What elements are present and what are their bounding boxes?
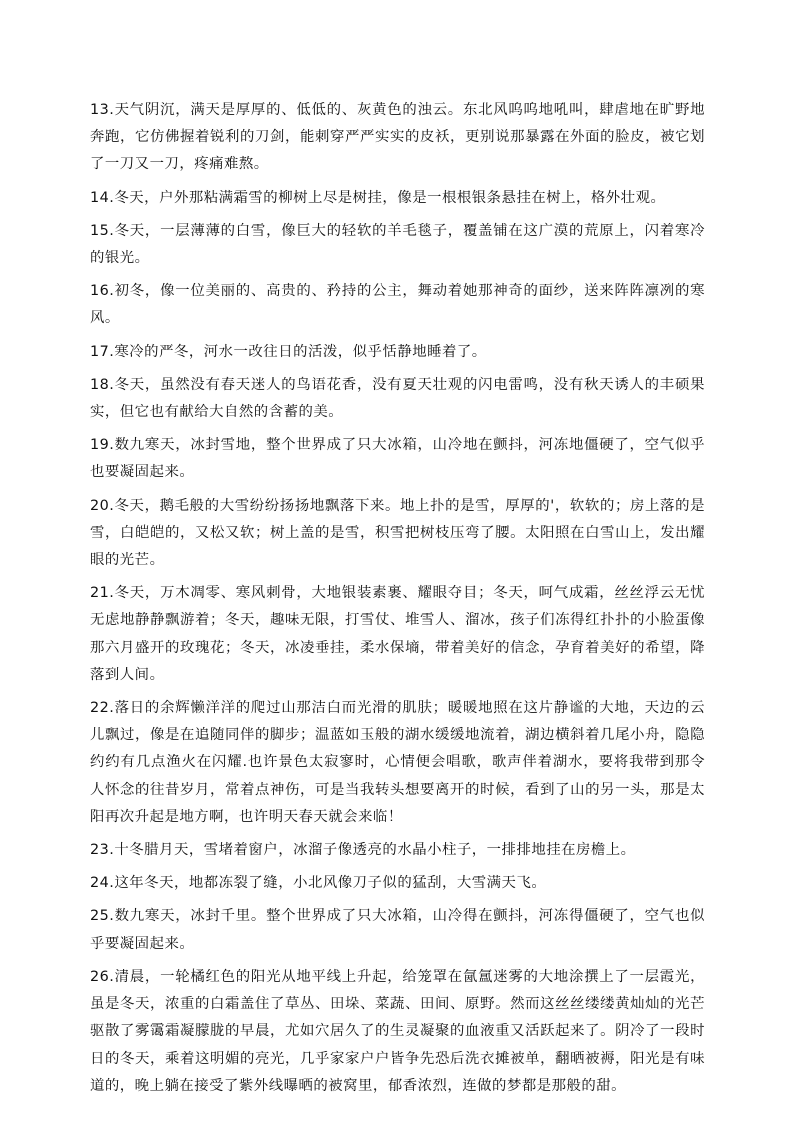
paragraph-number: 19. <box>90 437 115 454</box>
paragraph-15 <box>90 218 705 272</box>
paragraph-text: 冬天，户外那粘满霜雪的柳树上尽是树挂，像是一根根银条悬挂在树上，格外壮观。 <box>114 189 666 206</box>
paragraph-13 <box>90 97 705 179</box>
paragraph-number: 21. <box>90 585 115 602</box>
paragraph-number: 16. <box>90 283 115 300</box>
paragraph-24 <box>90 870 705 897</box>
paragraph-number: 14. <box>90 189 115 206</box>
paragraph-23 <box>90 837 705 864</box>
paragraph-17 <box>90 339 705 366</box>
document-body <box>90 97 705 1106</box>
paragraph-number: 15. <box>90 222 115 239</box>
paragraph-number: 23. <box>90 842 115 859</box>
paragraph-22 <box>90 695 705 831</box>
paragraph-text: 初冬，像一位美丽的、高贵的、矜持的公主，舞动着她那神奇的面纱，送来阵阵凛冽的寒风。 <box>90 283 705 327</box>
paragraph-text: 冬天，一层薄薄的白雪，像巨大的轻软的羊毛毯子，覆盖铺在这广漠的荒原上，闪着寒冷的银光。 <box>90 222 705 267</box>
paragraph-20 <box>90 493 705 575</box>
paragraph-25 <box>90 903 705 957</box>
paragraph-number: 24. <box>90 875 115 892</box>
paragraph-text: 数九寒天，冰封千里。整个世界成了只大冰箱，山冷得在颤抖，河冻得僵硬了，空气也似乎要凝固起来。 <box>90 908 705 952</box>
paragraph-14 <box>90 185 705 212</box>
paragraph-text: 数九寒天，冰封雪地，整个世界成了只大冰箱，山冷地在颤抖，河冻地僵硬了，空气似乎也要凝固起来。 <box>90 437 705 481</box>
paragraph-text: 冬天，万木凋零、寒风刺骨，大地银装素裹、耀眼夺目；冬天，呵气成霜，丝丝浮云无忧无虑地静静飘游着；冬天，趣味无限，打雪仗、堆雪人、溜冰，孩子们冻得红扑扑的小脸蛋像那六月盛开的玫瑰花；冬天，冰凌垂挂，柔水保墒，带着美好的信念，孕育着美好的希望，降落到人间。 <box>90 585 705 683</box>
paragraph-number: 25. <box>90 908 115 925</box>
paragraph-19 <box>90 432 705 486</box>
paragraph-text: 寒冷的严冬，河水一改往日的活泼，似乎恬静地睡着了。 <box>114 343 487 360</box>
paragraph-text: 落日的余辉懒洋洋的爬过山那洁白而光滑的肌肤；暖暖地照在这片静谧的大地，天边的云儿飘过，像是在追随同伴的脚步；温蓝如玉般的湖水缓缓地流着，湖边横斜着几尾小舟，隐隐约约有几点渔火在闪耀.也许景色太寂寥时，心情便会唱歌，歌声伴着湖水，要将我带到那令人怀念的往昔岁月，常着点神伤，可是当我转头想要离开的时候，看到了山的另一头，那是太阳再次升起是地方啊，也许明天春天就会来临！ <box>90 700 705 825</box>
paragraph-18 <box>90 372 705 426</box>
paragraph-text: 冬天，虽然没有春天迷人的鸟语花香，没有夏天壮观的闪电雷鸣，没有秋天诱人的丰硕果实，但它也有献给大自然的含蓄的美。 <box>90 376 705 421</box>
paragraph-number: 13. <box>90 102 115 118</box>
paragraph-text: 这年冬天，地都冻裂了缝，小北风像刀子似的猛刮，大雪满天飞。 <box>114 875 547 892</box>
paragraph-26 <box>90 964 705 1100</box>
paragraph-number: 18. <box>90 376 115 393</box>
paragraph-21 <box>90 580 705 689</box>
paragraph-number: 17. <box>90 343 115 360</box>
paragraph-number: 20. <box>90 497 115 514</box>
paragraph-text: 天气阴沉，满天是厚厚的、低低的、灰黄色的浊云。东北风呜呜地吼叫，肆虐地在旷野地奔跑，它仿佛握着锐利的刀剑，能刺穿严严实实的皮袄，更别说那暴露在外面的脸皮，被它划了一刀又一刀，疼痛难熬。 <box>90 102 705 173</box>
paragraph-number: 22. <box>90 700 115 717</box>
paragraph-16 <box>90 278 705 332</box>
paragraph-text: 清晨，一轮橘红色的阳光从地平线上升起，给笼罩在氤氲迷雾的大地涂撰上了一层霞光，虽是冬天，浓重的白霜盖住了草丛、田垛、菜蔬、田间、原野。然而这丝丝缕缕黄灿灿的光芒驱散了雾霭霜凝朦胧的早晨，尤如穴居久了的生灵凝聚的血液重又活跃起来了。阴冷了一段时日的冬天，乘着这明媚的亮光，几乎家家户户皆争先恐后洗衣摊被单，翻晒被褥，阳光是有味道的，晚上躺在接受了紫外线曝晒的被窝里，郁香浓烈，连做的梦都是那般的甜。 <box>90 968 705 1094</box>
paragraph-number: 26. <box>90 968 115 985</box>
paragraph-text: 冬天，鹅毛般的大雪纷纷扬扬地飘落下来。地上扑的是雪，厚厚的'，软软的；房上落的是雪，白皑皑的，又松又软；树上盖的是雪，积雪把树枝压弯了腰。太阳照在白雪山上，发出耀眼的光芒。 <box>90 497 705 569</box>
paragraph-text: 十冬腊月天，雪堵着窗户，冰溜子像透亮的水晶小柱子，一排排地挂在房檐上。 <box>114 842 636 859</box>
